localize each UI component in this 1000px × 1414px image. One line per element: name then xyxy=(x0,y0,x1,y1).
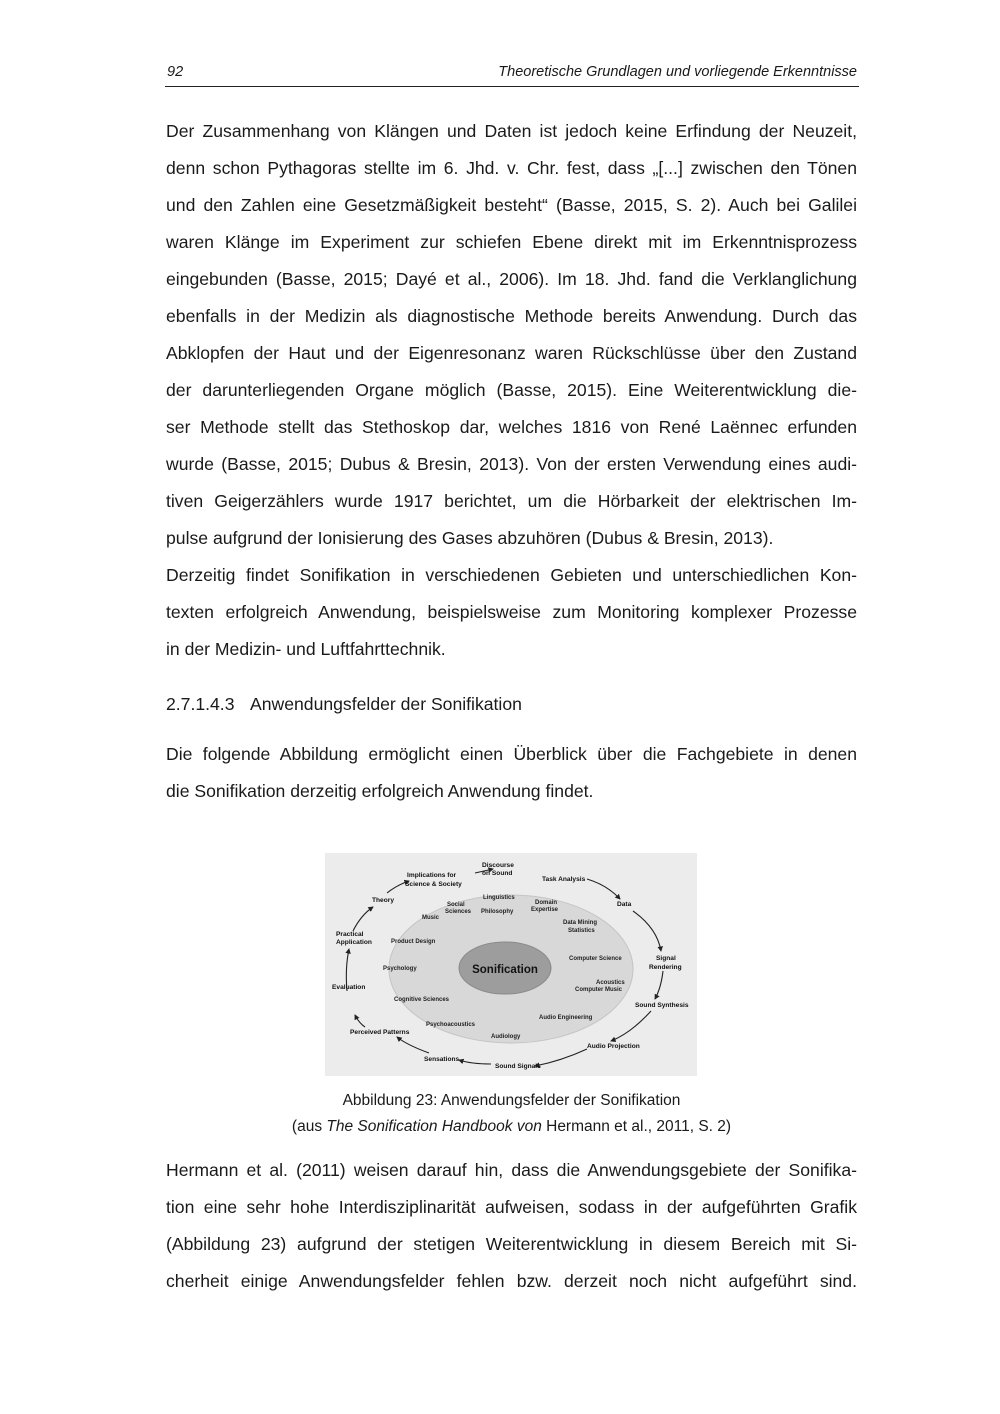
field-label: Philosophy xyxy=(481,909,514,915)
text-line: und den Zahlen eine Gesetzmäßigkeit besteht“ (Basse, 2015, S. 2). Auch bei Galilei xyxy=(166,195,857,215)
outer-label: Sound Synthesis xyxy=(635,1002,689,1009)
field-label: Sciences xyxy=(445,909,472,915)
text-line: eingebunden (Basse, 2015; Dayé et al., 2006). Im 18. Jhd. fand die Verklanglichung xyxy=(166,269,857,289)
text-line: in der Medizin- und Luftfahrttechnik. xyxy=(166,639,446,659)
text-line: die Sonifikation derzeitig erfolgreich Anwendung findet. xyxy=(166,781,594,801)
text-line: Abklopfen der Haut und der Eigenresonanz waren Rückschlüsse über den Zustand xyxy=(166,343,857,363)
text-line: tiven Geigerzählers wurde 1917 berichtet, um die Hörbarkeit der elektrischen Im- xyxy=(166,491,857,511)
text-line: Hermann et al. (2011) weisen darauf hin, dass die Anwendungsgebiete der Sonifika- xyxy=(166,1160,857,1180)
outer-label: Sensations xyxy=(424,1056,460,1063)
field-label: Computer Science xyxy=(569,956,622,962)
field-label: Audio Engineering xyxy=(539,1015,593,1021)
field-label: Domain xyxy=(535,900,558,906)
field-label: Social xyxy=(447,902,465,908)
outer-label: Data xyxy=(617,901,632,908)
center-label: Sonification xyxy=(472,964,538,976)
outer-label: Science & Society xyxy=(405,881,462,888)
outer-label: Implications for xyxy=(407,872,457,879)
text-line: der darunterliegenden Organe möglich (Basse, 2015). Eine Weiterentwicklung die- xyxy=(166,380,857,400)
outer-label: Theory xyxy=(372,897,394,904)
outer-label: Perceived Patterns xyxy=(350,1029,410,1036)
text-line: texten erfolgreich Anwendung, beispielsweise zum Monitoring komplexer Prozesse xyxy=(166,602,857,622)
figure-source: (aus The Sonification Handbook von Hermann et al., 2011, S. 2) xyxy=(291,1118,732,1135)
text-line: pulse aufgrund der Ionisierung des Gases abzuhören (Dubus & Bresin, 2013). xyxy=(166,528,774,548)
section-heading xyxy=(166,694,522,715)
field-label: Cognitive Sciences xyxy=(394,997,450,1003)
text-line: waren Klänge im Experiment zur schiefen Ebene direkt mit im Erkenntnisprozess xyxy=(166,232,857,252)
paragraph-interdisciplinarity xyxy=(166,1152,857,1300)
figure-caption: Abbildung 23: Anwendungsfelder der Sonifikation xyxy=(342,1092,681,1109)
text-line: ser Methode stellt das Stethoskop dar, welches 1816 von René Laënnec erfunden xyxy=(166,417,857,437)
outer-label: Task Analysis xyxy=(542,876,586,883)
paragraph-figure-intro xyxy=(166,736,857,810)
field-label: Psychoacoustics xyxy=(426,1022,476,1028)
page-number: 92 xyxy=(167,64,184,80)
field-label: Product Design xyxy=(391,939,436,945)
text-line: (Abbildung 23) aufgrund der stetigen Weiterentwicklung in diesem Bereich mit Si- xyxy=(166,1234,857,1254)
field-label: Acoustics xyxy=(596,980,625,986)
outer-label: Evaluation xyxy=(332,984,366,991)
field-label: Linguistics xyxy=(483,895,515,901)
text-line: Der Zusammenhang von Klängen und Daten ist jedoch keine Erfindung der Neuzeit, xyxy=(166,121,857,141)
text-line: denn schon Pythagoras stellte im 6. Jhd. v. Chr. fest, dass „[...] zwischen den Tönen xyxy=(166,158,857,178)
text-line: Derzeitig findet Sonifikation in verschiedenen Gebieten und unterschiedlichen Kon- xyxy=(166,565,857,585)
field-label: Music xyxy=(422,915,440,921)
text-line: ebenfalls in der Medizin als diagnostische Methode bereits Anwendung. Durch das xyxy=(166,306,857,326)
field-label: Data Mining xyxy=(563,920,597,926)
outer-label: Rendering xyxy=(649,964,682,971)
section-title: Anwendungsfelder der Sonifikation xyxy=(250,694,522,714)
field-label: Expertise xyxy=(531,907,559,913)
section-number: 2.7.1.4.3 xyxy=(166,694,235,714)
text-line: cherheit einige Anwendungsfelder fehlen bzw. derzeit noch nicht aufgeführt sind. xyxy=(166,1271,857,1291)
field-label: Audiology xyxy=(491,1034,521,1040)
outer-label: Sound Signals xyxy=(495,1063,541,1070)
field-label: Statistics xyxy=(568,928,595,934)
sonification-diagram xyxy=(325,853,697,1076)
source-title: The Sonification Handbook von xyxy=(326,1118,542,1135)
outer-label: Signal xyxy=(656,955,676,962)
outer-label: Practical xyxy=(336,931,364,938)
field-label: Computer Music xyxy=(575,987,623,993)
text-line: wurde (Basse, 2015; Dubus & Bresin, 2013). Von der ersten Verwendung eines audi- xyxy=(166,454,857,474)
outer-label: Discourse xyxy=(482,862,514,869)
running-header xyxy=(165,58,859,87)
outer-label: Audio Projection xyxy=(587,1043,640,1050)
field-label: Psychology xyxy=(383,966,417,972)
paragraph-history xyxy=(166,113,857,668)
text-line: tion eine sehr hohe Interdisziplinarität aufweisen, sodass in der aufgeführten Grafik xyxy=(166,1197,857,1217)
text-line: Die folgende Abbildung ermöglicht einen Überblick über die Fachgebiete in denen xyxy=(166,744,857,764)
running-title: Theoretische Grundlagen und vorliegende Erkenntnisse xyxy=(498,64,857,80)
outer-label: on Sound xyxy=(482,870,513,877)
outer-label: Application xyxy=(336,939,372,946)
